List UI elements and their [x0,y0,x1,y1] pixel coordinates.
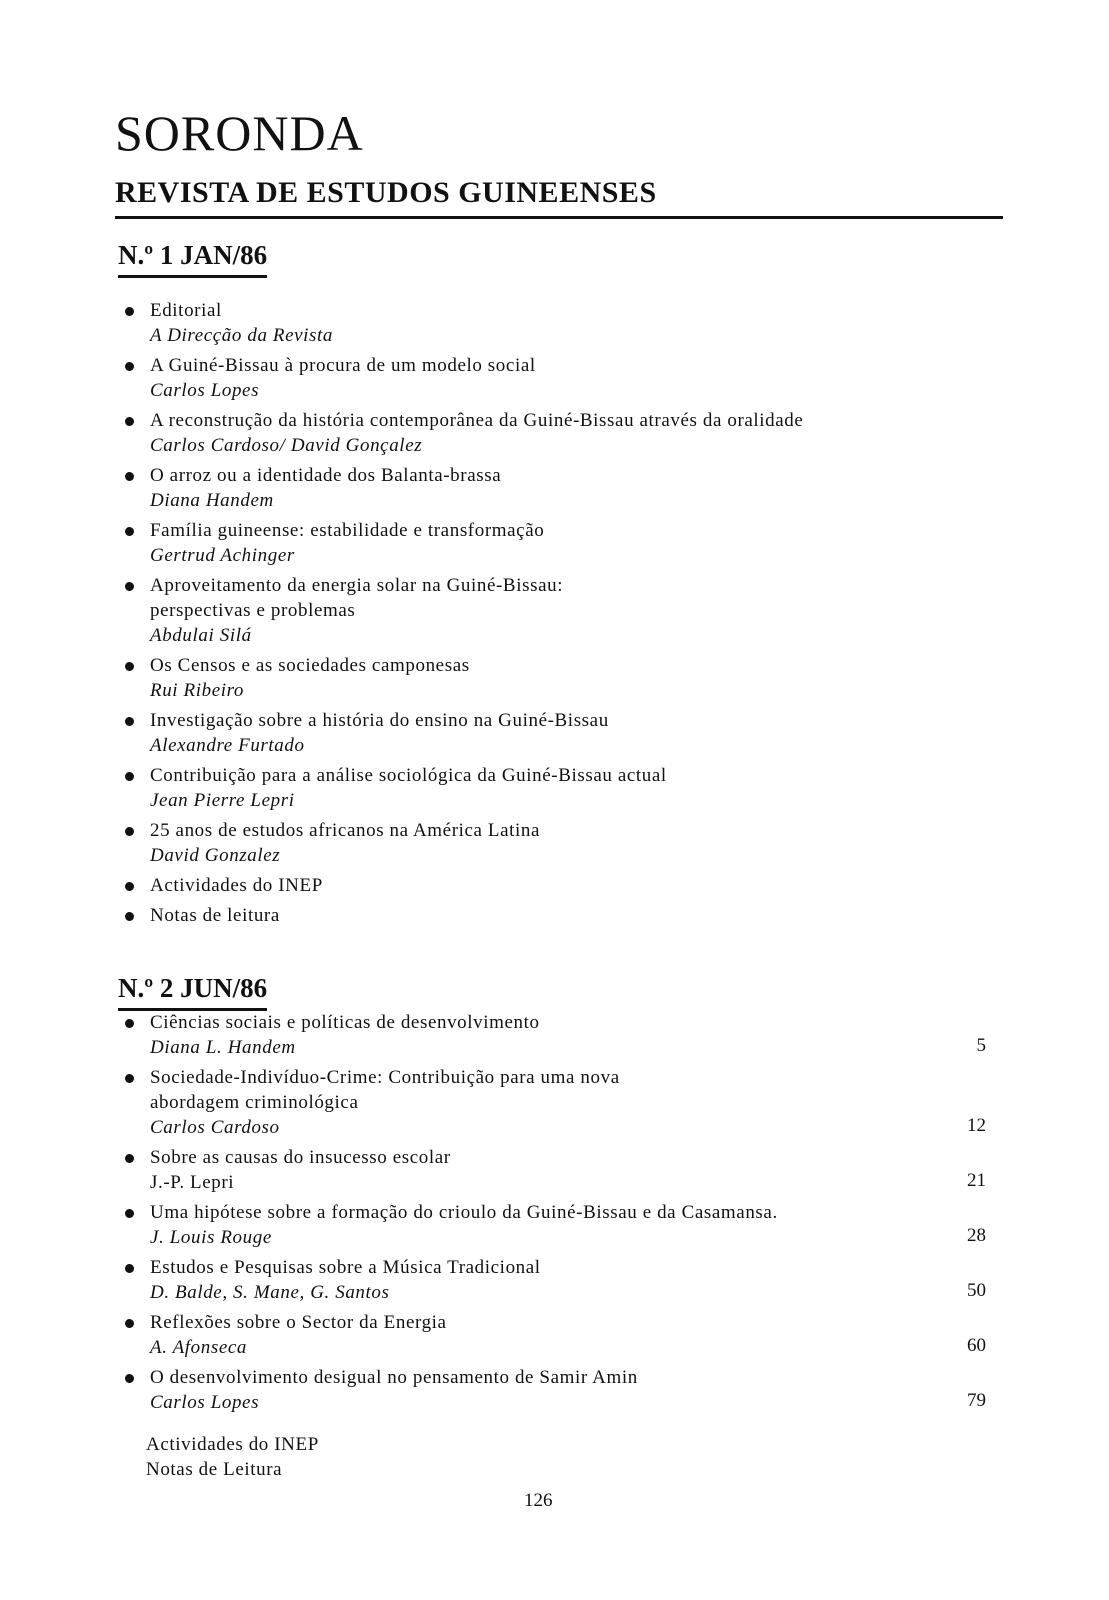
article-author: A. Afonseca [150,1337,248,1358]
toc-entry [0,818,1109,868]
bullet-icon [125,827,134,836]
page-number-ref: 5 [976,1035,986,1056]
bullet-icon [125,662,134,671]
bullet-icon [125,1074,134,1083]
article-author: Gertrud Achinger [150,545,295,566]
extra-item: Actividades do INEP [146,1434,319,1455]
bullet-icon [125,1209,134,1218]
article-title: A reconstrução da história contemporânea da Guiné-Bissau através da oralidade [150,410,804,431]
article-title: Editorial [150,300,222,321]
article-title: Sociedade-Indivíduo-Crime: Contribuição para uma nova [150,1067,620,1088]
article-author: Rui Ribeiro [150,680,245,701]
bullet-icon [125,717,134,726]
toc-entry [0,298,1109,348]
bullet-icon [125,1374,134,1383]
bullet-icon [125,1264,134,1273]
bullet-icon [125,582,134,591]
bullet-icon [125,1019,134,1028]
page-number: 126 [524,1490,553,1511]
article-author: J.-P. Lepri [150,1172,235,1193]
toc-entry [0,763,1109,813]
toc-entry [0,708,1109,758]
toc-entry [0,903,1109,928]
bullet-icon [125,772,134,781]
article-title: 25 anos de estudos africanos na América Latina [150,820,541,841]
article-author: Carlos Cardoso [150,1117,280,1138]
page-number-ref: 12 [967,1115,986,1136]
article-author: Diana L. Handem [150,1037,296,1058]
bullet-icon [125,527,134,536]
article-title: Os Censos e as sociedades camponesas [150,655,470,676]
article-title: O desenvolvimento desigual no pensamento de Samir Amin [150,1367,638,1388]
toc-entry [0,353,1109,403]
article-title-continued: abordagem criminológica [150,1092,359,1113]
bullet-icon [125,472,134,481]
article-author: Jean Pierre Lepri [150,790,295,811]
article-title: Sobre as causas do insucesso escolar [150,1147,451,1168]
issue-2-extras [146,1432,319,1482]
article-title: Reflexões sobre o Sector da Energia [150,1312,447,1333]
article-author: Abdulai Silá [150,625,252,646]
article-title: Contribuição para a análise sociológica da Guiné-Bissau actual [150,765,667,786]
bullet-icon [125,417,134,426]
article-title: Família guineense: estabilidade e transformação [150,520,545,541]
page-number-ref: 50 [967,1280,986,1301]
toc-entry [0,518,1109,568]
article-author: Alexandre Furtado [150,735,305,756]
article-title-continued: perspectivas e problemas [150,600,356,621]
toc-entry [0,1310,1109,1360]
article-author: A Direcção da Revista [150,325,334,346]
toc-entry [0,463,1109,513]
bullet-icon [125,882,134,891]
page-number-ref: 79 [967,1390,986,1411]
article-title: A Guiné-Bissau à procura de um modelo social [150,355,536,376]
article-title: Actividades do INEP [150,875,323,896]
toc-entry [0,1365,1109,1415]
article-title: Aproveitamento da energia solar na Guiné-Bissau: [150,575,564,596]
journal-title: SORONDA [115,105,364,161]
bullet-icon [125,1319,134,1328]
issue-2-heading: N.º 2 JUN/86 [118,975,267,1011]
title-rule [115,216,1003,219]
toc-entry [0,1255,1109,1305]
article-author: J. Louis Rouge [150,1227,272,1248]
article-title: Ciências sociais e políticas de desenvolvimento [150,1012,540,1033]
issue-1-contents [0,298,1109,933]
article-author: Carlos Lopes [150,1392,260,1413]
article-author: David Gonzalez [150,845,281,866]
toc-entry [0,1065,1109,1140]
toc-entry [0,1200,1109,1250]
toc-entry [0,873,1109,898]
article-title: Estudos e Pesquisas sobre a Música Tradicional [150,1257,541,1278]
article-title: Uma hipótese sobre a formação do crioulo da Guiné-Bissau e da Casamansa. [150,1202,778,1223]
bullet-icon [125,362,134,371]
article-title: Investigação sobre a história do ensino na Guiné-Bissau [150,710,609,731]
page-number-ref: 28 [967,1225,986,1246]
article-author: Carlos Lopes [150,380,260,401]
extra-item: Notas de Leitura [146,1459,283,1480]
issue-2-contents [0,1010,1109,1420]
bullet-icon [125,307,134,316]
article-author: D. Balde, S. Mane, G. Santos [150,1282,390,1303]
toc-entry [0,653,1109,703]
toc-entry [0,1010,1109,1060]
issue-1-heading: N.º 1 JAN/86 [118,242,267,278]
article-author: Diana Handem [150,490,274,511]
article-title: Notas de leitura [150,905,280,926]
page-number-ref: 21 [967,1170,986,1191]
journal-subtitle: REVISTA DE ESTUDOS GUINEENSES [115,176,657,209]
toc-entry [0,408,1109,458]
bullet-icon [125,912,134,921]
bullet-icon [125,1154,134,1163]
toc-entry [0,1145,1109,1195]
article-author: Carlos Cardoso/ David Gonçalez [150,435,423,456]
article-title: O arroz ou a identidade dos Balanta-brassa [150,465,502,486]
toc-entry [0,573,1109,648]
page-number-ref: 60 [967,1335,986,1356]
